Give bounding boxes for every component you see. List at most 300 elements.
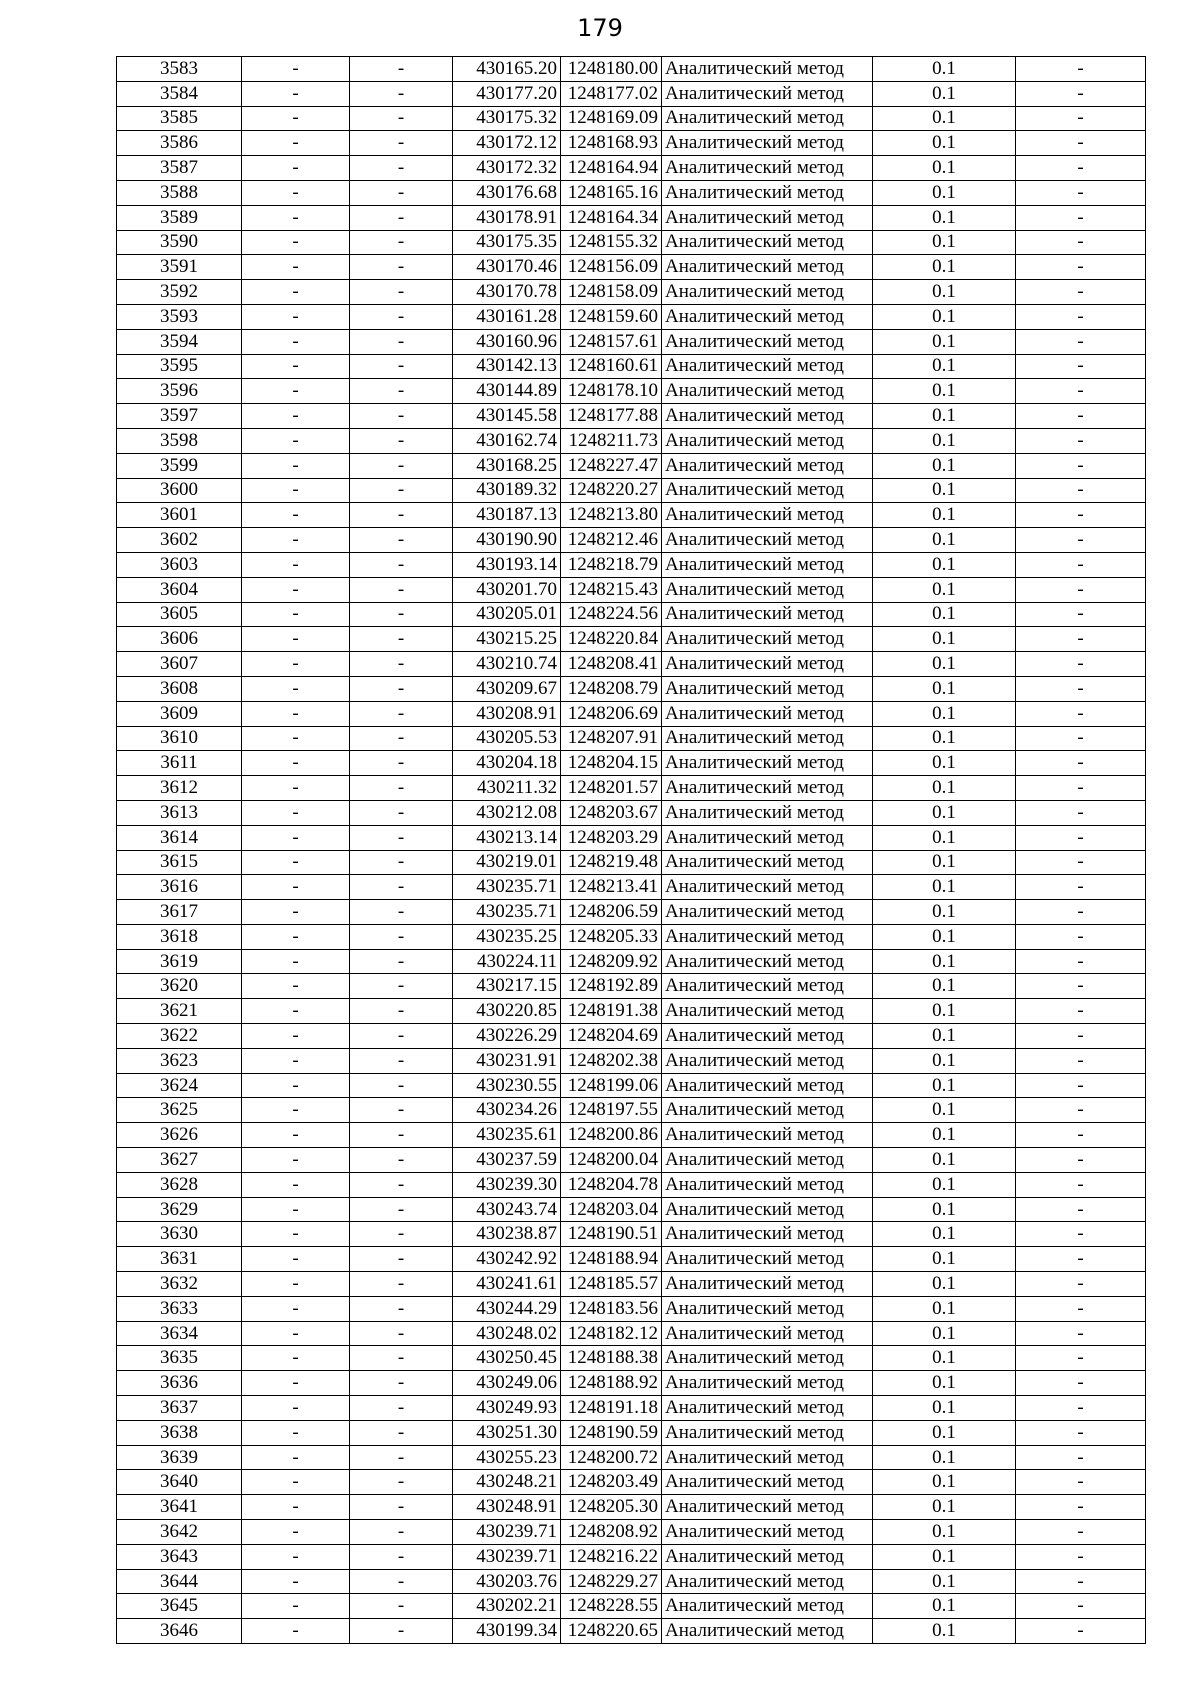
table-row bbox=[117, 1445, 1146, 1470]
empty-cell: - bbox=[1016, 1346, 1146, 1371]
y-coordinate-cell: 1248203.49 bbox=[561, 1470, 662, 1495]
x-coordinate-cell: 430235.71 bbox=[453, 900, 561, 925]
x-coordinate-cell: 430251.30 bbox=[453, 1420, 561, 1445]
empty-cell: - bbox=[350, 1371, 453, 1396]
empty-cell: - bbox=[242, 106, 350, 131]
accuracy-cell: 0.1 bbox=[873, 1296, 1016, 1321]
method-cell: Аналитический метод bbox=[662, 652, 873, 677]
empty-cell: - bbox=[1016, 1371, 1146, 1396]
accuracy-cell: 0.1 bbox=[873, 1247, 1016, 1272]
empty-cell: - bbox=[350, 1073, 453, 1098]
empty-cell: - bbox=[350, 1520, 453, 1545]
empty-cell: - bbox=[350, 1024, 453, 1049]
x-coordinate-cell: 430175.32 bbox=[453, 106, 561, 131]
point-number-cell: 3638 bbox=[117, 1420, 242, 1445]
empty-cell: - bbox=[1016, 255, 1146, 280]
method-cell: Аналитический метод bbox=[662, 478, 873, 503]
empty-cell: - bbox=[350, 602, 453, 627]
method-cell: Аналитический метод bbox=[662, 1594, 873, 1619]
x-coordinate-cell: 430235.61 bbox=[453, 1123, 561, 1148]
y-coordinate-cell: 1248177.88 bbox=[561, 404, 662, 429]
point-number-cell: 3610 bbox=[117, 726, 242, 751]
method-cell: Аналитический метод bbox=[662, 453, 873, 478]
empty-cell: - bbox=[1016, 875, 1146, 900]
empty-cell: - bbox=[1016, 627, 1146, 652]
empty-cell: - bbox=[350, 1495, 453, 1520]
point-number-cell: 3605 bbox=[117, 602, 242, 627]
empty-cell: - bbox=[242, 404, 350, 429]
table-row bbox=[117, 1569, 1146, 1594]
accuracy-cell: 0.1 bbox=[873, 230, 1016, 255]
empty-cell: - bbox=[1016, 230, 1146, 255]
accuracy-cell: 0.1 bbox=[873, 453, 1016, 478]
accuracy-cell: 0.1 bbox=[873, 1544, 1016, 1569]
y-coordinate-cell: 1248177.02 bbox=[561, 81, 662, 106]
accuracy-cell: 0.1 bbox=[873, 652, 1016, 677]
y-coordinate-cell: 1248212.46 bbox=[561, 528, 662, 553]
point-number-cell: 3592 bbox=[117, 280, 242, 305]
y-coordinate-cell: 1248219.48 bbox=[561, 850, 662, 875]
table-row bbox=[117, 329, 1146, 354]
empty-cell: - bbox=[242, 1619, 350, 1644]
method-cell: Аналитический метод bbox=[662, 602, 873, 627]
accuracy-cell: 0.1 bbox=[873, 974, 1016, 999]
y-coordinate-cell: 1248201.57 bbox=[561, 776, 662, 801]
table-row bbox=[117, 1346, 1146, 1371]
y-coordinate-cell: 1248205.33 bbox=[561, 924, 662, 949]
empty-cell: - bbox=[350, 255, 453, 280]
method-cell: Аналитический метод bbox=[662, 255, 873, 280]
table-row bbox=[117, 1470, 1146, 1495]
empty-cell: - bbox=[242, 800, 350, 825]
empty-cell: - bbox=[1016, 1024, 1146, 1049]
empty-cell: - bbox=[350, 1098, 453, 1123]
accuracy-cell: 0.1 bbox=[873, 602, 1016, 627]
empty-cell: - bbox=[242, 453, 350, 478]
empty-cell: - bbox=[242, 1148, 350, 1173]
accuracy-cell: 0.1 bbox=[873, 503, 1016, 528]
empty-cell: - bbox=[350, 776, 453, 801]
y-coordinate-cell: 1248156.09 bbox=[561, 255, 662, 280]
empty-cell: - bbox=[1016, 131, 1146, 156]
empty-cell: - bbox=[350, 453, 453, 478]
accuracy-cell: 0.1 bbox=[873, 999, 1016, 1024]
empty-cell: - bbox=[242, 875, 350, 900]
empty-cell: - bbox=[1016, 1321, 1146, 1346]
table-row bbox=[117, 1247, 1146, 1272]
method-cell: Аналитический метод bbox=[662, 900, 873, 925]
empty-cell: - bbox=[1016, 1470, 1146, 1495]
empty-cell: - bbox=[242, 1222, 350, 1247]
point-number-cell: 3642 bbox=[117, 1520, 242, 1545]
table-row bbox=[117, 354, 1146, 379]
empty-cell: - bbox=[1016, 1594, 1146, 1619]
table-row bbox=[117, 900, 1146, 925]
method-cell: Аналитический метод bbox=[662, 701, 873, 726]
table-row bbox=[117, 280, 1146, 305]
point-number-cell: 3633 bbox=[117, 1296, 242, 1321]
point-number-cell: 3624 bbox=[117, 1073, 242, 1098]
method-cell: Аналитический метод bbox=[662, 1073, 873, 1098]
y-coordinate-cell: 1248216.22 bbox=[561, 1544, 662, 1569]
accuracy-cell: 0.1 bbox=[873, 1371, 1016, 1396]
point-number-cell: 3629 bbox=[117, 1197, 242, 1222]
empty-cell: - bbox=[242, 701, 350, 726]
y-coordinate-cell: 1248208.79 bbox=[561, 676, 662, 701]
empty-cell: - bbox=[242, 1098, 350, 1123]
x-coordinate-cell: 430212.08 bbox=[453, 800, 561, 825]
accuracy-cell: 0.1 bbox=[873, 800, 1016, 825]
point-number-cell: 3612 bbox=[117, 776, 242, 801]
y-coordinate-cell: 1248202.38 bbox=[561, 1048, 662, 1073]
accuracy-cell: 0.1 bbox=[873, 428, 1016, 453]
method-cell: Аналитический метод bbox=[662, 1172, 873, 1197]
y-coordinate-cell: 1248200.86 bbox=[561, 1123, 662, 1148]
empty-cell: - bbox=[1016, 577, 1146, 602]
empty-cell: - bbox=[242, 577, 350, 602]
method-cell: Аналитический метод bbox=[662, 1272, 873, 1297]
accuracy-cell: 0.1 bbox=[873, 949, 1016, 974]
accuracy-cell: 0.1 bbox=[873, 131, 1016, 156]
method-cell: Аналитический метод bbox=[662, 379, 873, 404]
accuracy-cell: 0.1 bbox=[873, 552, 1016, 577]
x-coordinate-cell: 430205.01 bbox=[453, 602, 561, 627]
y-coordinate-cell: 1248228.55 bbox=[561, 1594, 662, 1619]
table-row bbox=[117, 503, 1146, 528]
x-coordinate-cell: 430230.55 bbox=[453, 1073, 561, 1098]
empty-cell: - bbox=[350, 478, 453, 503]
point-number-cell: 3637 bbox=[117, 1396, 242, 1421]
point-number-cell: 3627 bbox=[117, 1148, 242, 1173]
empty-cell: - bbox=[350, 1197, 453, 1222]
method-cell: Аналитический метод bbox=[662, 528, 873, 553]
point-number-cell: 3623 bbox=[117, 1048, 242, 1073]
method-cell: Аналитический метод bbox=[662, 428, 873, 453]
method-cell: Аналитический метод bbox=[662, 1396, 873, 1421]
empty-cell: - bbox=[1016, 528, 1146, 553]
empty-cell: - bbox=[1016, 404, 1146, 429]
empty-cell: - bbox=[242, 1544, 350, 1569]
method-cell: Аналитический метод bbox=[662, 1197, 873, 1222]
y-coordinate-cell: 1248218.79 bbox=[561, 552, 662, 577]
empty-cell: - bbox=[1016, 552, 1146, 577]
table-row bbox=[117, 974, 1146, 999]
accuracy-cell: 0.1 bbox=[873, 57, 1016, 82]
point-number-cell: 3618 bbox=[117, 924, 242, 949]
y-coordinate-cell: 1248157.61 bbox=[561, 329, 662, 354]
empty-cell: - bbox=[1016, 1247, 1146, 1272]
point-number-cell: 3611 bbox=[117, 751, 242, 776]
accuracy-cell: 0.1 bbox=[873, 900, 1016, 925]
empty-cell: - bbox=[350, 230, 453, 255]
empty-cell: - bbox=[350, 280, 453, 305]
empty-cell: - bbox=[1016, 1445, 1146, 1470]
x-coordinate-cell: 430172.32 bbox=[453, 156, 561, 181]
empty-cell: - bbox=[350, 1544, 453, 1569]
point-number-cell: 3636 bbox=[117, 1371, 242, 1396]
point-number-cell: 3598 bbox=[117, 428, 242, 453]
point-number-cell: 3594 bbox=[117, 329, 242, 354]
empty-cell: - bbox=[1016, 701, 1146, 726]
table-row bbox=[117, 304, 1146, 329]
empty-cell: - bbox=[1016, 1420, 1146, 1445]
x-coordinate-cell: 430241.61 bbox=[453, 1272, 561, 1297]
method-cell: Аналитический метод bbox=[662, 1495, 873, 1520]
accuracy-cell: 0.1 bbox=[873, 1569, 1016, 1594]
empty-cell: - bbox=[1016, 800, 1146, 825]
point-number-cell: 3596 bbox=[117, 379, 242, 404]
point-number-cell: 3644 bbox=[117, 1569, 242, 1594]
empty-cell: - bbox=[350, 81, 453, 106]
table-row bbox=[117, 1148, 1146, 1173]
x-coordinate-cell: 430189.32 bbox=[453, 478, 561, 503]
method-cell: Аналитический метод bbox=[662, 106, 873, 131]
accuracy-cell: 0.1 bbox=[873, 1222, 1016, 1247]
x-coordinate-cell: 430208.91 bbox=[453, 701, 561, 726]
empty-cell: - bbox=[242, 1197, 350, 1222]
empty-cell: - bbox=[242, 1520, 350, 1545]
table-row bbox=[117, 726, 1146, 751]
point-number-cell: 3603 bbox=[117, 552, 242, 577]
empty-cell: - bbox=[350, 974, 453, 999]
table-row bbox=[117, 1544, 1146, 1569]
empty-cell: - bbox=[242, 354, 350, 379]
empty-cell: - bbox=[242, 1569, 350, 1594]
table-row bbox=[117, 800, 1146, 825]
table-row bbox=[117, 552, 1146, 577]
x-coordinate-cell: 430199.34 bbox=[453, 1619, 561, 1644]
coordinates-table bbox=[116, 56, 1146, 1644]
accuracy-cell: 0.1 bbox=[873, 577, 1016, 602]
table-row bbox=[117, 602, 1146, 627]
empty-cell: - bbox=[1016, 825, 1146, 850]
point-number-cell: 3585 bbox=[117, 106, 242, 131]
x-coordinate-cell: 430144.89 bbox=[453, 379, 561, 404]
method-cell: Аналитический метод bbox=[662, 180, 873, 205]
empty-cell: - bbox=[1016, 652, 1146, 677]
empty-cell: - bbox=[242, 81, 350, 106]
empty-cell: - bbox=[1016, 726, 1146, 751]
empty-cell: - bbox=[350, 825, 453, 850]
method-cell: Аналитический метод bbox=[662, 304, 873, 329]
point-number-cell: 3591 bbox=[117, 255, 242, 280]
empty-cell: - bbox=[242, 304, 350, 329]
empty-cell: - bbox=[350, 131, 453, 156]
x-coordinate-cell: 430210.74 bbox=[453, 652, 561, 677]
method-cell: Аналитический метод bbox=[662, 850, 873, 875]
y-coordinate-cell: 1248199.06 bbox=[561, 1073, 662, 1098]
accuracy-cell: 0.1 bbox=[873, 528, 1016, 553]
empty-cell: - bbox=[242, 57, 350, 82]
x-coordinate-cell: 430162.74 bbox=[453, 428, 561, 453]
x-coordinate-cell: 430193.14 bbox=[453, 552, 561, 577]
empty-cell: - bbox=[350, 875, 453, 900]
empty-cell: - bbox=[242, 1247, 350, 1272]
accuracy-cell: 0.1 bbox=[873, 304, 1016, 329]
empty-cell: - bbox=[242, 1296, 350, 1321]
point-number-cell: 3626 bbox=[117, 1123, 242, 1148]
y-coordinate-cell: 1248205.30 bbox=[561, 1495, 662, 1520]
y-coordinate-cell: 1248182.12 bbox=[561, 1321, 662, 1346]
y-coordinate-cell: 1248190.51 bbox=[561, 1222, 662, 1247]
empty-cell: - bbox=[242, 503, 350, 528]
empty-cell: - bbox=[242, 156, 350, 181]
y-coordinate-cell: 1248165.16 bbox=[561, 180, 662, 205]
empty-cell: - bbox=[350, 379, 453, 404]
x-coordinate-cell: 430177.20 bbox=[453, 81, 561, 106]
method-cell: Аналитический метод bbox=[662, 751, 873, 776]
empty-cell: - bbox=[1016, 428, 1146, 453]
empty-cell: - bbox=[350, 329, 453, 354]
accuracy-cell: 0.1 bbox=[873, 156, 1016, 181]
table-row bbox=[117, 577, 1146, 602]
method-cell: Аналитический метод bbox=[662, 1544, 873, 1569]
empty-cell: - bbox=[350, 577, 453, 602]
empty-cell: - bbox=[242, 1445, 350, 1470]
y-coordinate-cell: 1248211.73 bbox=[561, 428, 662, 453]
y-coordinate-cell: 1248200.72 bbox=[561, 1445, 662, 1470]
empty-cell: - bbox=[1016, 304, 1146, 329]
point-number-cell: 3614 bbox=[117, 825, 242, 850]
point-number-cell: 3613 bbox=[117, 800, 242, 825]
empty-cell: - bbox=[1016, 453, 1146, 478]
empty-cell: - bbox=[242, 949, 350, 974]
empty-cell: - bbox=[350, 552, 453, 577]
x-coordinate-cell: 430239.30 bbox=[453, 1172, 561, 1197]
accuracy-cell: 0.1 bbox=[873, 106, 1016, 131]
empty-cell: - bbox=[350, 800, 453, 825]
point-number-cell: 3631 bbox=[117, 1247, 242, 1272]
y-coordinate-cell: 1248188.38 bbox=[561, 1346, 662, 1371]
empty-cell: - bbox=[350, 1445, 453, 1470]
method-cell: Аналитический метод bbox=[662, 81, 873, 106]
x-coordinate-cell: 430248.02 bbox=[453, 1321, 561, 1346]
accuracy-cell: 0.1 bbox=[873, 1123, 1016, 1148]
empty-cell: - bbox=[350, 1296, 453, 1321]
point-number-cell: 3601 bbox=[117, 503, 242, 528]
accuracy-cell: 0.1 bbox=[873, 627, 1016, 652]
point-number-cell: 3625 bbox=[117, 1098, 242, 1123]
empty-cell: - bbox=[350, 900, 453, 925]
accuracy-cell: 0.1 bbox=[873, 676, 1016, 701]
empty-cell: - bbox=[242, 676, 350, 701]
empty-cell: - bbox=[350, 404, 453, 429]
method-cell: Аналитический метод bbox=[662, 1123, 873, 1148]
point-number-cell: 3639 bbox=[117, 1445, 242, 1470]
empty-cell: - bbox=[242, 602, 350, 627]
table-row bbox=[117, 106, 1146, 131]
accuracy-cell: 0.1 bbox=[873, 1272, 1016, 1297]
x-coordinate-cell: 430168.25 bbox=[453, 453, 561, 478]
method-cell: Аналитический метод bbox=[662, 552, 873, 577]
empty-cell: - bbox=[242, 180, 350, 205]
point-number-cell: 3641 bbox=[117, 1495, 242, 1520]
x-coordinate-cell: 430224.11 bbox=[453, 949, 561, 974]
empty-cell: - bbox=[350, 751, 453, 776]
point-number-cell: 3587 bbox=[117, 156, 242, 181]
accuracy-cell: 0.1 bbox=[873, 1346, 1016, 1371]
point-number-cell: 3588 bbox=[117, 180, 242, 205]
empty-cell: - bbox=[1016, 676, 1146, 701]
y-coordinate-cell: 1248188.92 bbox=[561, 1371, 662, 1396]
empty-cell: - bbox=[1016, 478, 1146, 503]
x-coordinate-cell: 430213.14 bbox=[453, 825, 561, 850]
y-coordinate-cell: 1248209.92 bbox=[561, 949, 662, 974]
point-number-cell: 3602 bbox=[117, 528, 242, 553]
empty-cell: - bbox=[242, 528, 350, 553]
accuracy-cell: 0.1 bbox=[873, 924, 1016, 949]
y-coordinate-cell: 1248169.09 bbox=[561, 106, 662, 131]
empty-cell: - bbox=[242, 478, 350, 503]
table-row bbox=[117, 478, 1146, 503]
y-coordinate-cell: 1248191.38 bbox=[561, 999, 662, 1024]
y-coordinate-cell: 1248206.69 bbox=[561, 701, 662, 726]
empty-cell: - bbox=[350, 1321, 453, 1346]
empty-cell: - bbox=[350, 1172, 453, 1197]
empty-cell: - bbox=[1016, 106, 1146, 131]
table-row bbox=[117, 156, 1146, 181]
empty-cell: - bbox=[242, 974, 350, 999]
table-row bbox=[117, 528, 1146, 553]
accuracy-cell: 0.1 bbox=[873, 1619, 1016, 1644]
table-row bbox=[117, 205, 1146, 230]
method-cell: Аналитический метод bbox=[662, 1247, 873, 1272]
point-number-cell: 3586 bbox=[117, 131, 242, 156]
table-row bbox=[117, 1520, 1146, 1545]
empty-cell: - bbox=[350, 1247, 453, 1272]
y-coordinate-cell: 1248220.65 bbox=[561, 1619, 662, 1644]
empty-cell: - bbox=[242, 900, 350, 925]
y-coordinate-cell: 1248204.69 bbox=[561, 1024, 662, 1049]
method-cell: Аналитический метод bbox=[662, 1420, 873, 1445]
y-coordinate-cell: 1248229.27 bbox=[561, 1569, 662, 1594]
empty-cell: - bbox=[350, 354, 453, 379]
accuracy-cell: 0.1 bbox=[873, 1594, 1016, 1619]
empty-cell: - bbox=[1016, 1172, 1146, 1197]
empty-cell: - bbox=[242, 131, 350, 156]
accuracy-cell: 0.1 bbox=[873, 1520, 1016, 1545]
empty-cell: - bbox=[350, 304, 453, 329]
method-cell: Аналитический метод bbox=[662, 800, 873, 825]
method-cell: Аналитический метод bbox=[662, 280, 873, 305]
x-coordinate-cell: 430231.91 bbox=[453, 1048, 561, 1073]
table-row bbox=[117, 1420, 1146, 1445]
point-number-cell: 3608 bbox=[117, 676, 242, 701]
empty-cell: - bbox=[242, 776, 350, 801]
table-row bbox=[117, 825, 1146, 850]
method-cell: Аналитический метод bbox=[662, 1520, 873, 1545]
table-body bbox=[117, 57, 1146, 1644]
empty-cell: - bbox=[242, 924, 350, 949]
table-row bbox=[117, 1222, 1146, 1247]
accuracy-cell: 0.1 bbox=[873, 1420, 1016, 1445]
y-coordinate-cell: 1248204.15 bbox=[561, 751, 662, 776]
empty-cell: - bbox=[350, 205, 453, 230]
y-coordinate-cell: 1248192.89 bbox=[561, 974, 662, 999]
y-coordinate-cell: 1248200.04 bbox=[561, 1148, 662, 1173]
accuracy-cell: 0.1 bbox=[873, 379, 1016, 404]
method-cell: Аналитический метод bbox=[662, 1346, 873, 1371]
table-row bbox=[117, 1396, 1146, 1421]
x-coordinate-cell: 430204.18 bbox=[453, 751, 561, 776]
x-coordinate-cell: 430239.71 bbox=[453, 1544, 561, 1569]
table-row bbox=[117, 1371, 1146, 1396]
empty-cell: - bbox=[350, 726, 453, 751]
empty-cell: - bbox=[350, 999, 453, 1024]
point-number-cell: 3609 bbox=[117, 701, 242, 726]
point-number-cell: 3628 bbox=[117, 1172, 242, 1197]
empty-cell: - bbox=[242, 1123, 350, 1148]
